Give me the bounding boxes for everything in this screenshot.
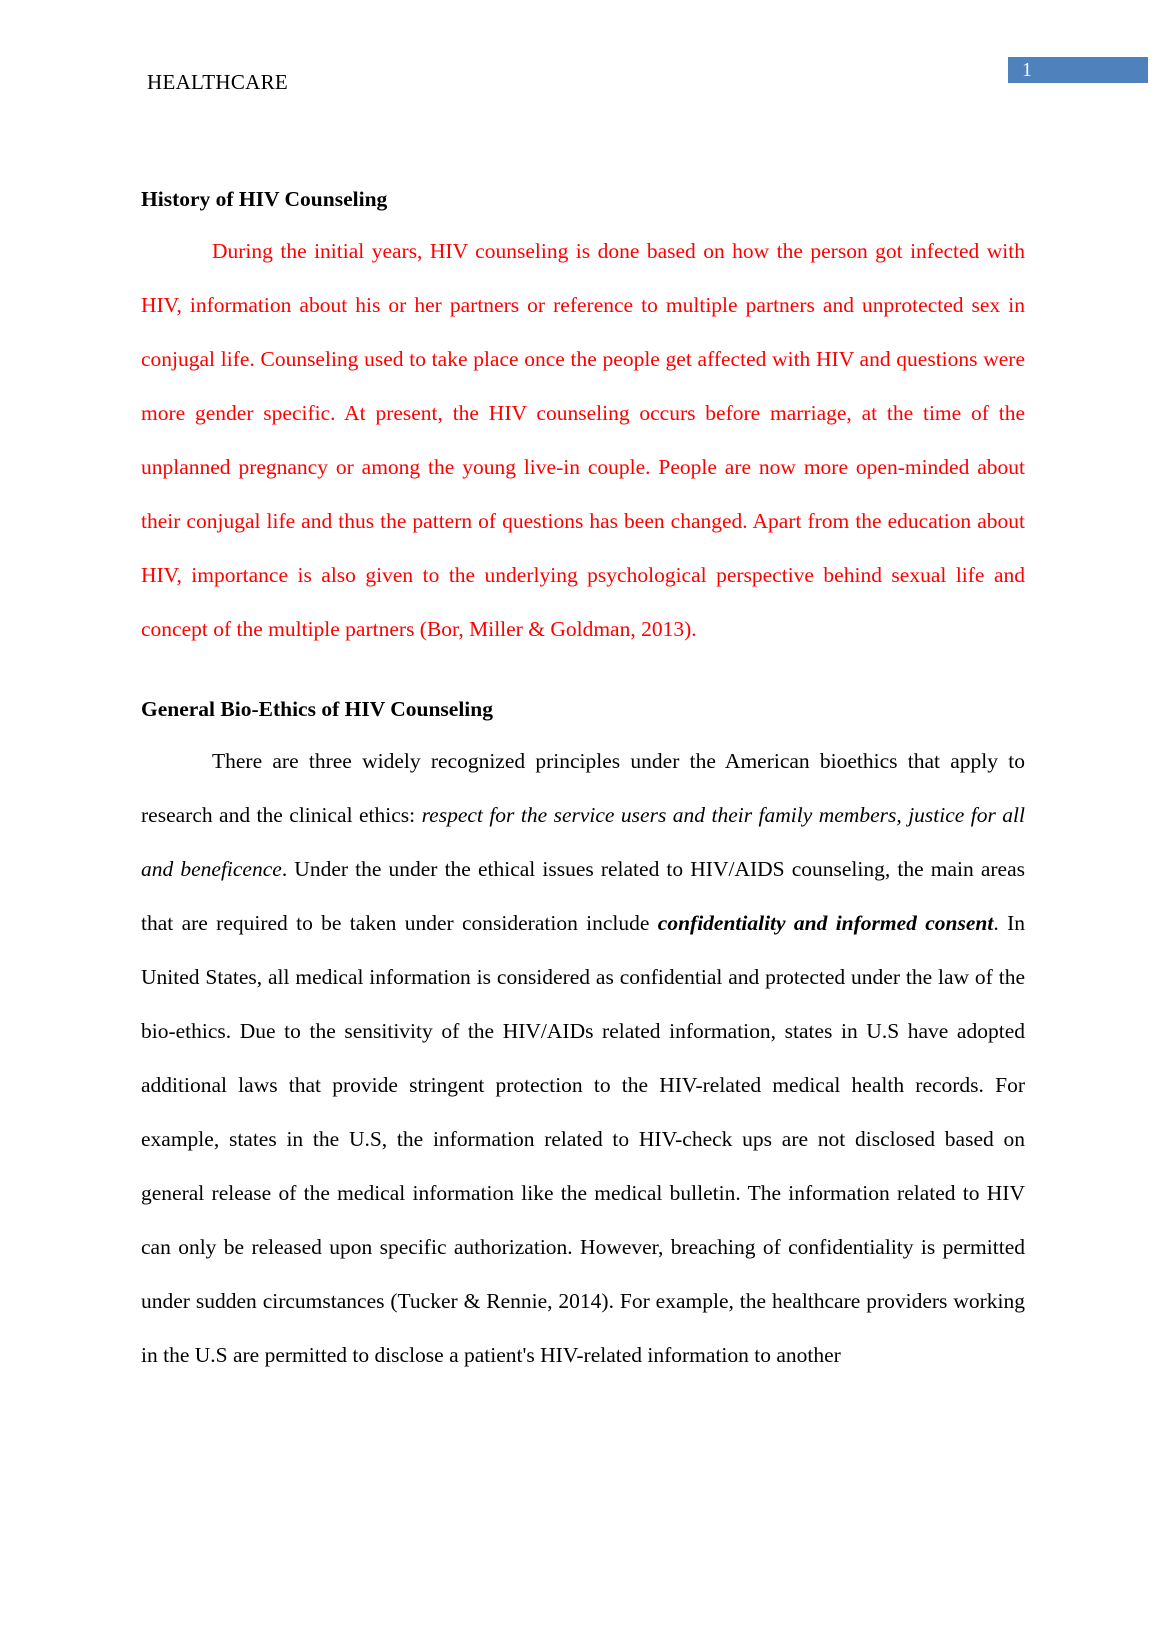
history-paragraph: During the initial years, HIV counseling is done based on how the person got infected with HIV, information about his or her partners or reference to multiple partners and unprotected sex in conjugal life. Counseling used to take place once the people get affected with HIV and questions were more gender specific. At present, the HIV counseling occurs before marriage, at the time of the unplanned pregnancy or among the young live-in couple. People are now more open-minded about their conjugal life and thus the pattern of questions has been changed. Apart from the education about HIV, importance is also given to the underlying psychological perspective behind sexual life and concept of the multiple partners (Bor, Miller & Goldman, 2013). (141, 239, 1025, 641)
bioethics-paragraph (141, 734, 1025, 1382)
document-body (141, 184, 1025, 1382)
running-head: HEALTHCARE (147, 70, 289, 94)
section-heading-history: History of HIV Counseling (141, 187, 388, 211)
bioethics-text-part3: . In United States, all medical information is considered as confidential and protected under the law of the bio-ethics. Due to the sensitivity of the HIV/AIDs related information, states in U.S have adopted additional laws that provide stringent protection to the HIV-related medical health records. For example, states in the U.S, the information related to HIV-check ups are not disclosed based on general release of the medical information like the medical bulletin. The information related to HIV can only be released upon specific authorization. However, breaching of confidentiality is permitted under sudden circumstances (Tucker & Rennie, 2014). For example, the healthcare providers working in the U.S are permitted to disclose a patient's HIV-related information to another (141, 911, 1025, 1367)
section-heading-bioethics: General Bio-Ethics of HIV Counseling (141, 697, 493, 721)
page-number: 1 (1008, 57, 1148, 83)
bioethics-principles-italic: respect for the service users and their family members, justice for all and beneficence (141, 803, 1026, 881)
section-spacer (141, 656, 1025, 694)
bioethics-text-part2: . Under the under the ethical issues related to HIV/AIDS counseling, the main areas that are required to be taken under consideration include (141, 857, 1025, 935)
bioethics-text-part1: There are three widely recognized principles under the American bioethics that apply to research and the clinical ethics: (141, 749, 1025, 827)
bioethics-key-areas: confidentiality and informed consent (657, 911, 994, 935)
